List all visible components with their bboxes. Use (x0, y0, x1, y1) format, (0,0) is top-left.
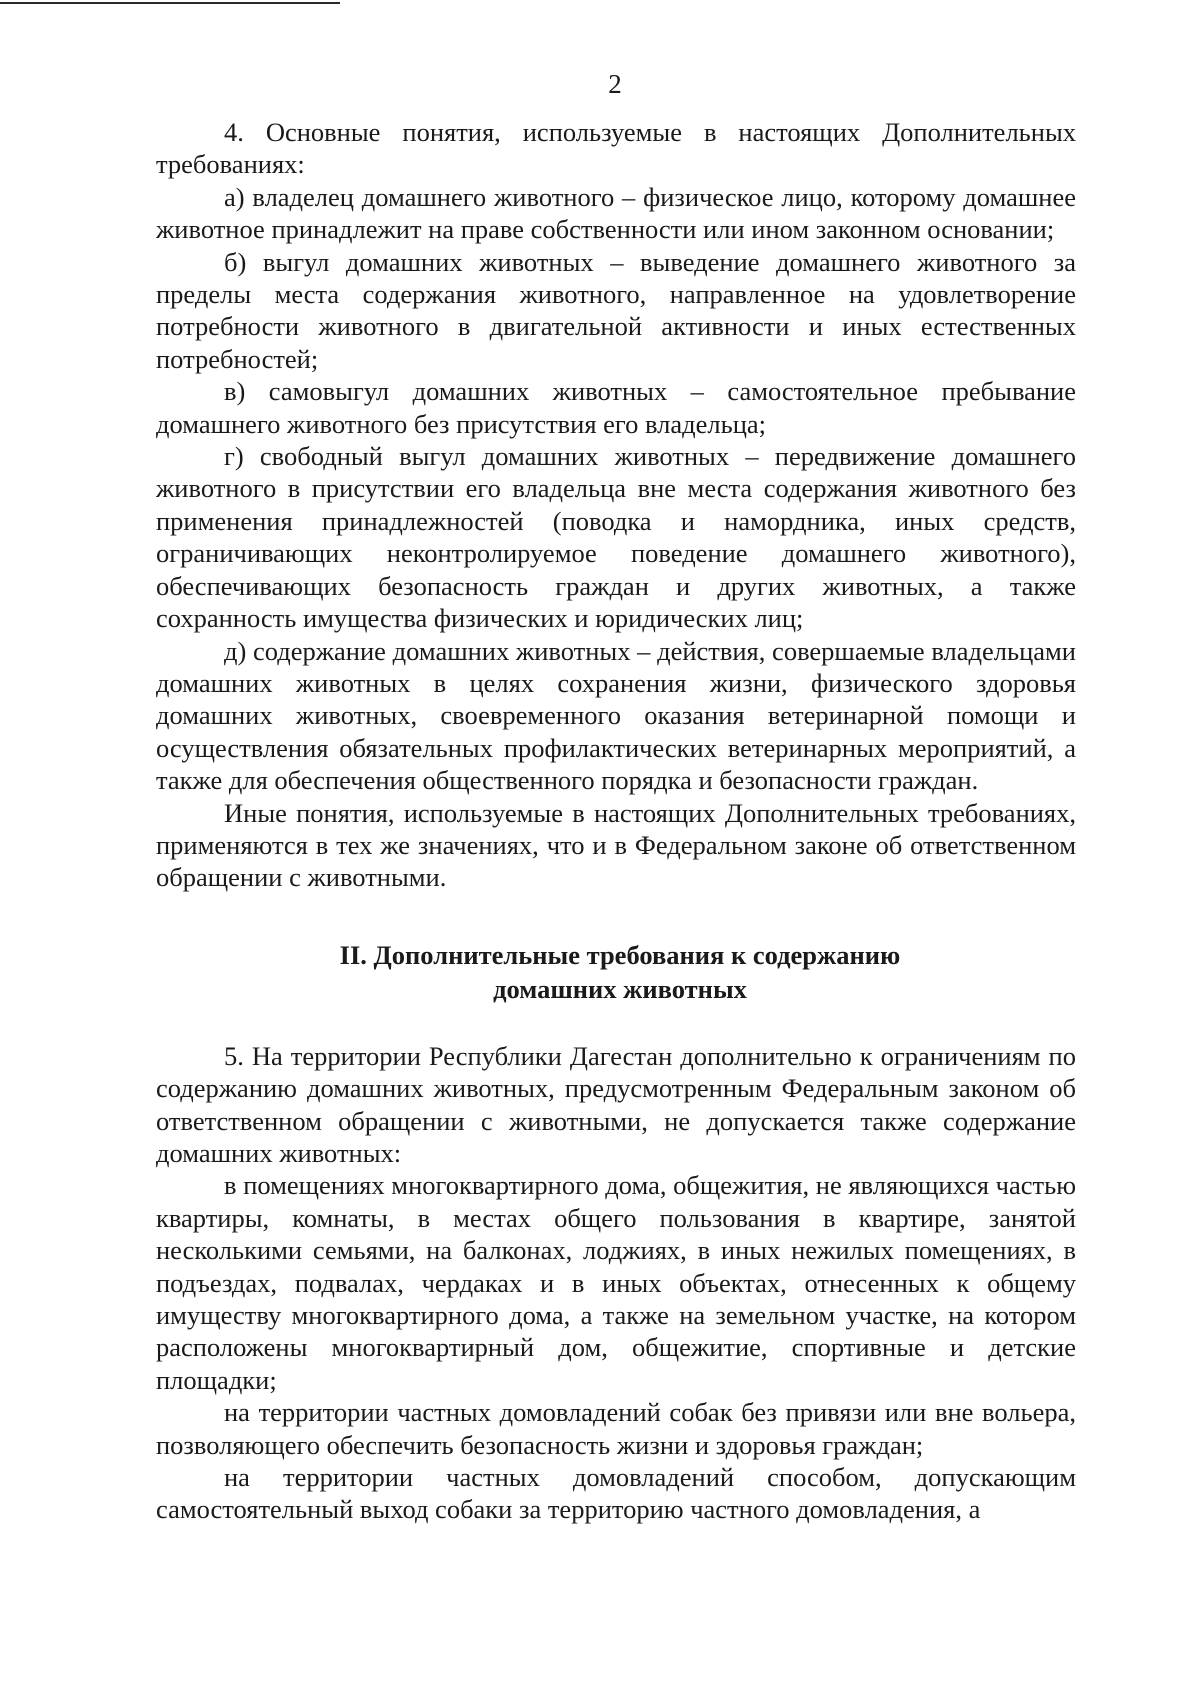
paragraph-5: 5. На территории Республики Дагестан дополнительно к ограничениям по содержанию домашних животных, предусмотренным Федеральным законом об ответственном обращении с животными, не допускается также содержание домашних животных: (156, 1040, 1076, 1168)
section-title-line-1: II. Дополнительные требования к содержанию (339, 939, 901, 970)
paragraph-4c: в) самовыгул домашних животных – самостоятельное пребывание домашнего животного без присутствия его владельца; (156, 376, 1076, 439)
paragraph-4e: д) содержание домашних животных – действия, совершаемые владельцами домашних животных в целях сохранения жизни, физического здоровья домашних животных, своевременного оказания ветеринарной помощи и осуществления обязательных профилактических ветеринарных мероприятий, а также для обеспечения общественного порядка и безопасности граждан. (156, 635, 1076, 796)
paragraph-4d: г) свободный выгул домашних животных – передвижение домашнего животного в присутствии его владельца вне места содержания животного без применения принадлежностей (поводка и намордника, иных средств, ограничивающих неконтролируемое поведение домашнего животного), обеспечивающих безопасность граждан и других животных, а также сохранность имущества физических и юридических лиц; (156, 441, 1076, 634)
paragraph-4: 4. Основные понятия, используемые в настоящих Дополнительных требованиях: (156, 117, 1076, 180)
paragraph-4b: б) выгул домашних животных – выведение домашнего животного за пределы места содержания животного, направленное на удовлетворение потребности животного в двигательной активности и иных естественных потребностей; (156, 246, 1076, 374)
section-title-line-2: домашних животных (493, 973, 747, 1004)
page-number: 2 (608, 69, 622, 99)
paragraph-5-premises: в помещениях многоквартирного дома, общежития, не являющихся частью квартиры, комнаты, в местах общего пользования в квартире, занятой несколькими семьями, на балконах, лоджиях, в иных нежилых помещениях, в подъездах, подвалах, чердаках и в иных объектах, отнесенных к общему имуществу многоквартирного дома, а также на земельном участке, на котором расположены многоквартирный дом, общежитие, спортивные и детские площадки; (156, 1170, 1076, 1395)
paragraph-5-private-leash: на территории частных домовладений собак без привязи или вне вольера, позволяющего обеспечить безопасность жизни и здоровья граждан; (156, 1397, 1076, 1460)
scan-edge-line (0, 2, 340, 4)
document-body (156, 116, 1076, 1526)
section-title (156, 938, 1076, 1006)
paragraph-5-private-exit: на территории частных домовладений способом, допускающим самостоятельный выход собаки за территорию частного домовладения, а (156, 1462, 1076, 1525)
paragraph-other-terms: Иные понятия, используемые в настоящих Дополнительных требованиях, применяются в тех же значениях, что и в Федеральном законе об ответственном обращении с животными. (156, 797, 1076, 893)
paragraph-4a: а) владелец домашнего животного – физическое лицо, которому домашнее животное принадлежит на праве собственности или ином законном основании; (156, 181, 1076, 245)
